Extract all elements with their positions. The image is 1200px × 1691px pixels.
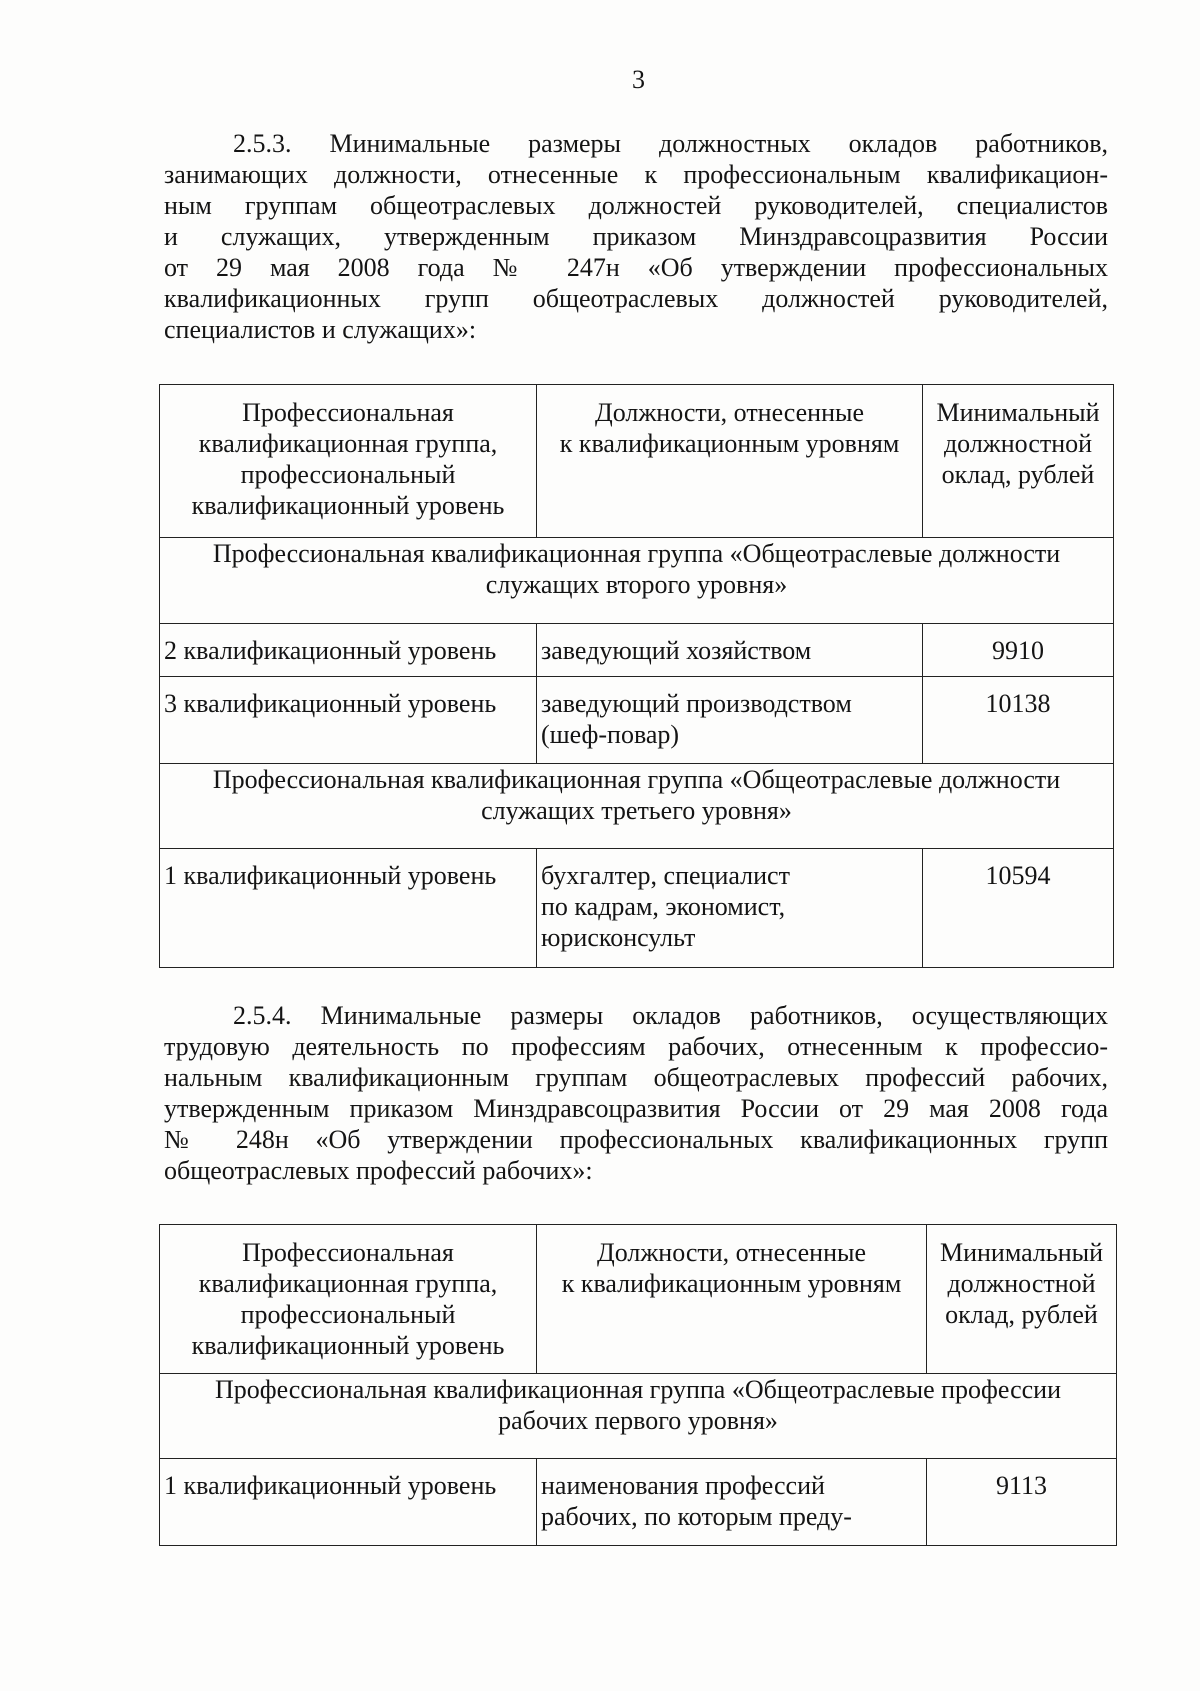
header-text: оклад, рублей: [941, 460, 1095, 489]
position-text: бухгалтер, специалист: [541, 861, 790, 890]
table-header-row: [160, 385, 1114, 538]
header-text: к квалификационным уровням: [559, 429, 900, 458]
group-title: [160, 1374, 1117, 1459]
text-line: № 248н «Об утверждении профессиональных квалификационных групп: [164, 1125, 1108, 1154]
salary-cell: 9113: [927, 1459, 1117, 1546]
position-text: по кадрам, экономист,: [541, 892, 786, 921]
level-cell: 1 квалификационный уровень: [160, 849, 537, 968]
position-text: юрисконсульт: [541, 923, 696, 952]
salary-cell: 9910: [923, 624, 1114, 677]
paragraph-2-5-3: [164, 128, 1108, 345]
header-text: Минимальный: [939, 1238, 1104, 1267]
table-row: [160, 677, 1114, 764]
header-text: профессиональный: [240, 460, 456, 489]
group-row: [160, 1374, 1117, 1459]
text-line: и служащих, утвержденным приказом Минздравсоцразвития России: [164, 222, 1108, 251]
header-cell-salary: [923, 385, 1114, 538]
header-text: должностной: [947, 1269, 1096, 1298]
salary-table-1: [159, 384, 1114, 968]
header-text: Должности, отнесенные: [596, 1238, 867, 1267]
header-cell-group: [160, 385, 537, 538]
position-text: (шеф-повар): [541, 720, 680, 749]
paragraph-2-5-4: [164, 1000, 1108, 1186]
table-header-row: [160, 1225, 1117, 1374]
text-line: общеотраслевых профессий рабочих»:: [164, 1156, 593, 1185]
salary-cell: 10594: [923, 849, 1114, 968]
header-text: квалификационная группа,: [198, 1269, 498, 1298]
text-line: ным группам общеотраслевых должностей руководителей, специалистов: [164, 191, 1108, 220]
text-line: от 29 мая 2008 года № 247н «Об утверждении профессиональных: [164, 253, 1108, 282]
group-text: служащих третьего уровня»: [481, 796, 792, 825]
text-line: нальным квалификационным группам общеотраслевых профессий рабочих,: [164, 1063, 1108, 1092]
header-cell-group: [160, 1225, 537, 1374]
positions-cell: [537, 1459, 927, 1546]
group-row: [160, 764, 1114, 849]
table-row: [160, 624, 1114, 677]
header-text: должностной: [943, 429, 1093, 458]
group-title: [160, 764, 1114, 849]
position-text: рабочих, по которым преду-: [541, 1502, 852, 1531]
header-text: квалификационная группа,: [198, 429, 498, 458]
header-cell-positions: [537, 1225, 927, 1374]
level-cell: 3 квалификационный уровень: [160, 677, 537, 764]
salary-cell: 10138: [923, 677, 1114, 764]
table-row: [160, 1459, 1117, 1546]
header-text: профессиональный: [240, 1300, 456, 1329]
header-text: Должности, отнесенные: [594, 398, 865, 427]
level-cell: 1 квалификационный уровень: [160, 1459, 537, 1546]
group-row: [160, 538, 1114, 624]
header-cell-positions: [537, 385, 923, 538]
positions-cell: [537, 849, 923, 968]
header-text: к квалификационным уровням: [561, 1269, 902, 1298]
header-text: оклад, рублей: [945, 1300, 1098, 1329]
position-text: заведующий производством: [541, 689, 852, 718]
table-row: [160, 849, 1114, 968]
text-line: 2.5.3. Минимальные размеры должностных окладов работников,: [233, 129, 1108, 158]
positions-cell: [537, 677, 923, 764]
salary-table-2: [159, 1224, 1117, 1546]
group-text: Профессиональная квалификационная группа «Общеотраслевые профессии: [215, 1375, 1061, 1404]
text-line: 2.5.4. Минимальные размеры окладов работников, осуществляющих: [233, 1001, 1108, 1030]
position-text: заведующий хозяйством: [541, 636, 812, 665]
header-text: Профессиональная: [242, 398, 454, 427]
header-text: квалификационный уровень: [191, 491, 505, 520]
group-text: Профессиональная квалификационная группа «Общеотраслевые должности: [212, 765, 1061, 794]
level-cell: 2 квалификационный уровень: [160, 624, 537, 677]
text-line: квалификационных групп общеотраслевых должностей руководителей,: [164, 284, 1108, 313]
position-text: наименования профессий: [541, 1471, 825, 1500]
group-text: рабочих первого уровня»: [498, 1406, 778, 1435]
group-title: [160, 538, 1114, 624]
group-text: Профессиональная квалификационная группа «Общеотраслевые должности: [212, 539, 1061, 568]
group-text: служащих второго уровня»: [485, 570, 788, 599]
header-text: квалификационный уровень: [191, 1331, 505, 1360]
text-line: занимающих должности, отнесенные к профессиональным квалификацион-: [164, 160, 1108, 189]
text-line: утвержденным приказом Минздравсоцразвития России от 29 мая 2008 года: [164, 1094, 1108, 1123]
header-cell-salary: [927, 1225, 1117, 1374]
header-text: Минимальный: [936, 398, 1100, 427]
page-number: 3: [632, 65, 645, 94]
header-text: Профессиональная: [242, 1238, 454, 1267]
positions-cell: [537, 624, 923, 677]
text-line: специалистов и служащих»:: [164, 315, 477, 344]
text-line: трудовую деятельность по профессиям рабочих, отнесенным к профессио-: [164, 1032, 1108, 1061]
